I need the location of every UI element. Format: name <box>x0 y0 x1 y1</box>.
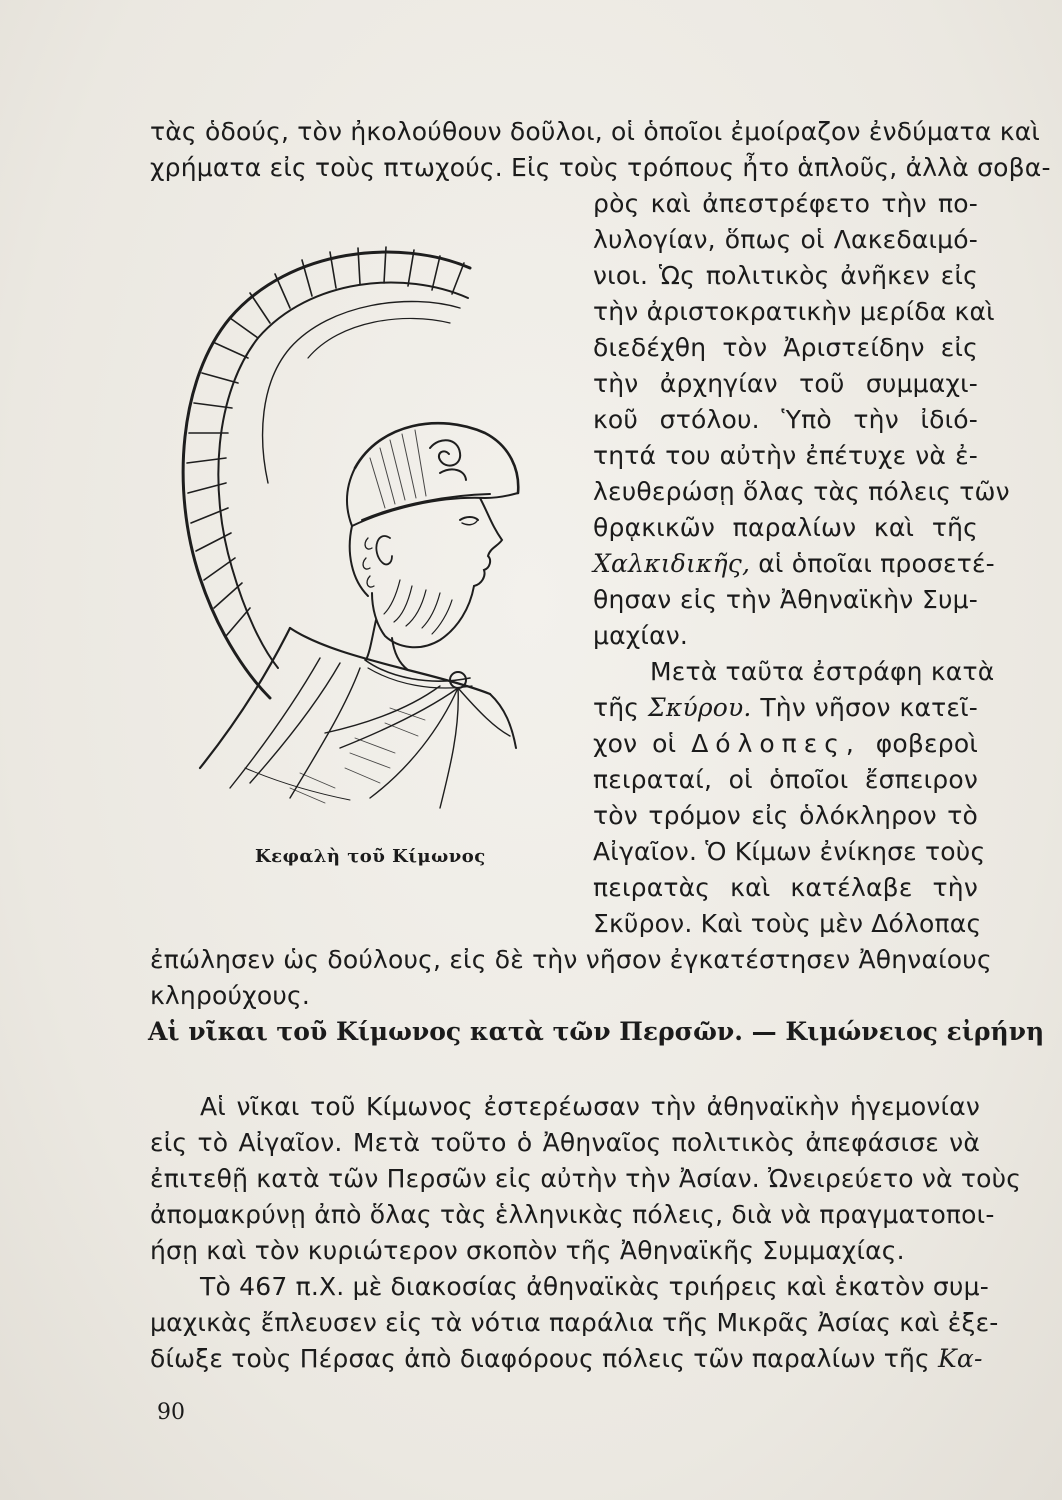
text-line: Αἱ νῖκαι τοῦ Κίμωνος ἐστερέωσαν τὴν ἀθηναϊκὴν ἡγεμονίαν <box>200 1092 980 1121</box>
text-line: τὴν ἀριστοκρατικὴν μερίδα καὶ <box>593 297 995 326</box>
text-line <box>593 693 978 723</box>
text-line: θρᾳκικῶν παραλίων καὶ τῆς <box>593 513 978 542</box>
text-line <box>593 729 978 759</box>
text-line: νιοι. Ὡς πολιτικὸς ἀνῆκεν εἰς <box>593 261 978 290</box>
text-line: Μετὰ ταῦτα ἐστράφη κατὰ <box>650 657 995 686</box>
figure-caption: Κεφαλὴ τοῦ Κίμωνος <box>255 846 486 867</box>
text-line: θησαν εἰς τὴν Ἀθηναϊκὴν Συμ- <box>593 585 978 614</box>
text-line: τητά του αὐτὴν ἐπέτυχε νὰ ἐ- <box>593 441 978 470</box>
text-fragment: δίωξε τοὺς Πέρσας ἀπὸ διαφόρους πόλεις τῶν παραλίων τῆς <box>150 1344 939 1373</box>
text-fragment: Τὴν νῆσον κατεῖ- <box>751 693 978 722</box>
text-line: τὰς ὁδούς, τὸν ἠκολούθουν δοῦλοι, οἱ ὁποῖοι ἐμοίραζον ἐνδύματα καὶ <box>150 117 1041 146</box>
text-line: Αἰγαῖον. Ὁ Κίμων ἐνίκησε τοὺς <box>593 837 986 866</box>
italic-place-name: Κα- <box>938 1344 983 1373</box>
text-line: μαχίαν. <box>593 621 689 650</box>
text-line: μαχικὰς ἔπλευσεν εἰς τὰ νότια παράλια τῆς Μικρᾶς Ἀσίας καὶ ἐξε- <box>150 1308 999 1337</box>
text-fragment: χον οἱ <box>593 729 692 758</box>
text-line: ἐπιτεθῇ κατὰ τῶν Περσῶν εἰς αὐτὴν τὴν Ἀσίαν. Ὠνειρεύετο νὰ τοὺς <box>150 1164 1022 1193</box>
section-heading: Αἱ νῖκαι τοῦ Κίμωνος κατὰ τῶν Περσῶν. — Κιμώνειος εἰρήνη <box>148 1017 1045 1046</box>
text-line: τὴν ἀρχηγίαν τοῦ συμμαχι- <box>593 369 978 398</box>
text-line: Τὸ 467 π.Χ. μὲ διακοσίας ἀθηναϊκὰς τριήρεις καὶ ἑκατὸν συμ- <box>200 1272 989 1301</box>
text-line: ἀπομακρύνῃ ἀπὸ ὅλας τὰς ἑλληνικὰς πόλεις, διὰ νὰ πραγματοποι- <box>150 1200 995 1229</box>
text-line: χρήματα εἰς τοὺς πτωχούς. Εἰς τοὺς τρόπους ἦτο ἁπλοῦς, ἀλλὰ σοβα- <box>150 153 1051 182</box>
text-line: ήσῃ καὶ τὸν κυριώτερον σκοπὸν τῆς Ἀθηναϊκῆς Συμμαχίας. <box>150 1236 905 1265</box>
text-line: ἐπώλησεν ὡς δούλους, εἰς δὲ τὴν νῆσον ἐγκατέστησεν Ἀθηναίους <box>150 945 992 974</box>
page-number: 90 <box>157 1400 185 1425</box>
text-line: λευθερώσῃ ὅλας τὰς πόλεις τῶν <box>593 477 1010 506</box>
text-line: πειρατὰς καὶ κατέλαβε τὴν <box>593 873 978 902</box>
text-line <box>150 1344 983 1374</box>
text-line: Σκῦρον. Καὶ τοὺς μὲν Δόλοπας <box>593 909 982 938</box>
text-fragment: αἱ ὁποῖαι προσετέ- <box>750 549 995 578</box>
text-line: πειραταί, οἱ ὁποῖοι ἔσπειρον <box>593 765 978 794</box>
text-line: λυλογίαν, ὅπως οἱ Λακεδαιμό- <box>593 225 978 254</box>
text-line: κληρούχους. <box>150 981 311 1010</box>
text-fragment: φοβεροὶ <box>860 729 978 758</box>
text-line: ρὸς καὶ ἀπεστρέφετο τὴν πο- <box>593 189 978 218</box>
text-line <box>593 549 995 579</box>
text-line: εἰς τὸ Αἰγαῖον. Μετὰ τοῦτο ὁ Ἀθηναῖος πολιτικὸς ἀπεφάσισε νὰ <box>150 1128 980 1157</box>
text-line: τὸν τρόμον εἰς ὁλόκληρον τὸ <box>593 801 978 830</box>
italic-place-name: Χαλκιδικῆς, <box>593 549 751 578</box>
text-line: διεδέχθη τὸν Ἀριστείδην εἰς <box>593 333 978 362</box>
text-line: κοῦ στόλου. Ὑπὸ τὴν ἰδιό- <box>593 405 978 434</box>
text-fragment: τῆς <box>593 693 648 722</box>
spaced-name: Δόλοπες, <box>691 729 861 758</box>
helmet-head-illustration <box>140 208 600 848</box>
italic-place-name: Σκύρου. <box>647 693 752 722</box>
